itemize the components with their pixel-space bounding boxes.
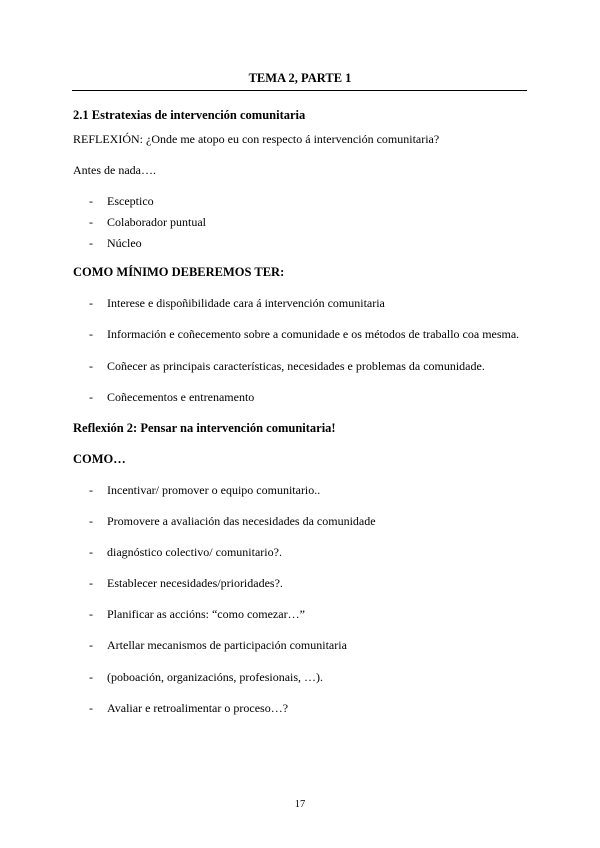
bullet-dash: - bbox=[89, 359, 93, 373]
bullet-dash: - bbox=[89, 638, 93, 652]
list-item-text: Establecer necesidades/prioridades?. bbox=[107, 576, 283, 590]
bullet-dash: - bbox=[89, 607, 93, 621]
list-item-text: Promovere a avaliación das necesidades da comunidade bbox=[107, 514, 376, 528]
heading-minimo: COMO MÍNIMO DEBEREMOS TER: bbox=[73, 265, 285, 279]
bullet-dash: - bbox=[89, 483, 93, 497]
list-item-text: Coñecementos e entrenamento bbox=[107, 390, 255, 404]
bullet-dash: - bbox=[89, 576, 93, 590]
list-item-text: Núcleo bbox=[107, 236, 142, 250]
bullet-dash: - bbox=[89, 514, 93, 528]
bullet-dash: - bbox=[89, 215, 93, 229]
heading-como: COMO… bbox=[73, 452, 126, 466]
list-item-text: (poboación, organizacións, profesionais, …). bbox=[107, 670, 324, 684]
list-item-text: Esceptico bbox=[107, 194, 154, 208]
page-title: TEMA 2, PARTE 1 bbox=[248, 71, 352, 85]
reflexion-2: Reflexión 2: Pensar na intervención comunitaria! bbox=[73, 421, 336, 435]
title-divider bbox=[72, 90, 527, 91]
list-item-text: Información e coñecemento sobre a comunidade e os métodos de traballo coa mesma. bbox=[107, 327, 520, 341]
antes-de-nada: Antes de nada…. bbox=[73, 163, 156, 177]
bullet-dash: - bbox=[89, 701, 93, 715]
bullet-dash: - bbox=[89, 236, 93, 250]
reflexion-1: REFLEXIÓN: ¿Onde me atopo eu con respecto á intervención comunitaria? bbox=[73, 132, 440, 146]
bullet-dash: - bbox=[89, 390, 93, 404]
bullet-dash: - bbox=[89, 545, 93, 559]
bullet-dash: - bbox=[89, 670, 93, 684]
page-number: 17 bbox=[294, 799, 306, 810]
list-item-text: Planificar as accións: “como comezar…” bbox=[107, 607, 305, 621]
bullet-dash: - bbox=[89, 296, 93, 310]
list-item-text: Avaliar e retroalimentar o proceso…? bbox=[107, 701, 289, 715]
list-item-text: Artellar mecanismos de participación comunitaria bbox=[107, 638, 347, 652]
list-item-text: Interese e dispoñibilidade cara á intervención comunitaria bbox=[107, 296, 385, 310]
list-item-text: Coñecer as principais características, necesidades e problemas da comunidade. bbox=[107, 359, 485, 373]
list-item-text: Incentivar/ promover o equipo comunitario.. bbox=[107, 483, 321, 497]
bullet-dash: - bbox=[89, 194, 93, 208]
section-heading: 2.1 Estratexias de intervención comunitaria bbox=[73, 108, 306, 122]
list-item-text: diagnóstico colectivo/ comunitario?. bbox=[107, 545, 282, 559]
bullet-dash: - bbox=[89, 327, 93, 341]
list-item-text: Colaborador puntual bbox=[107, 215, 206, 229]
